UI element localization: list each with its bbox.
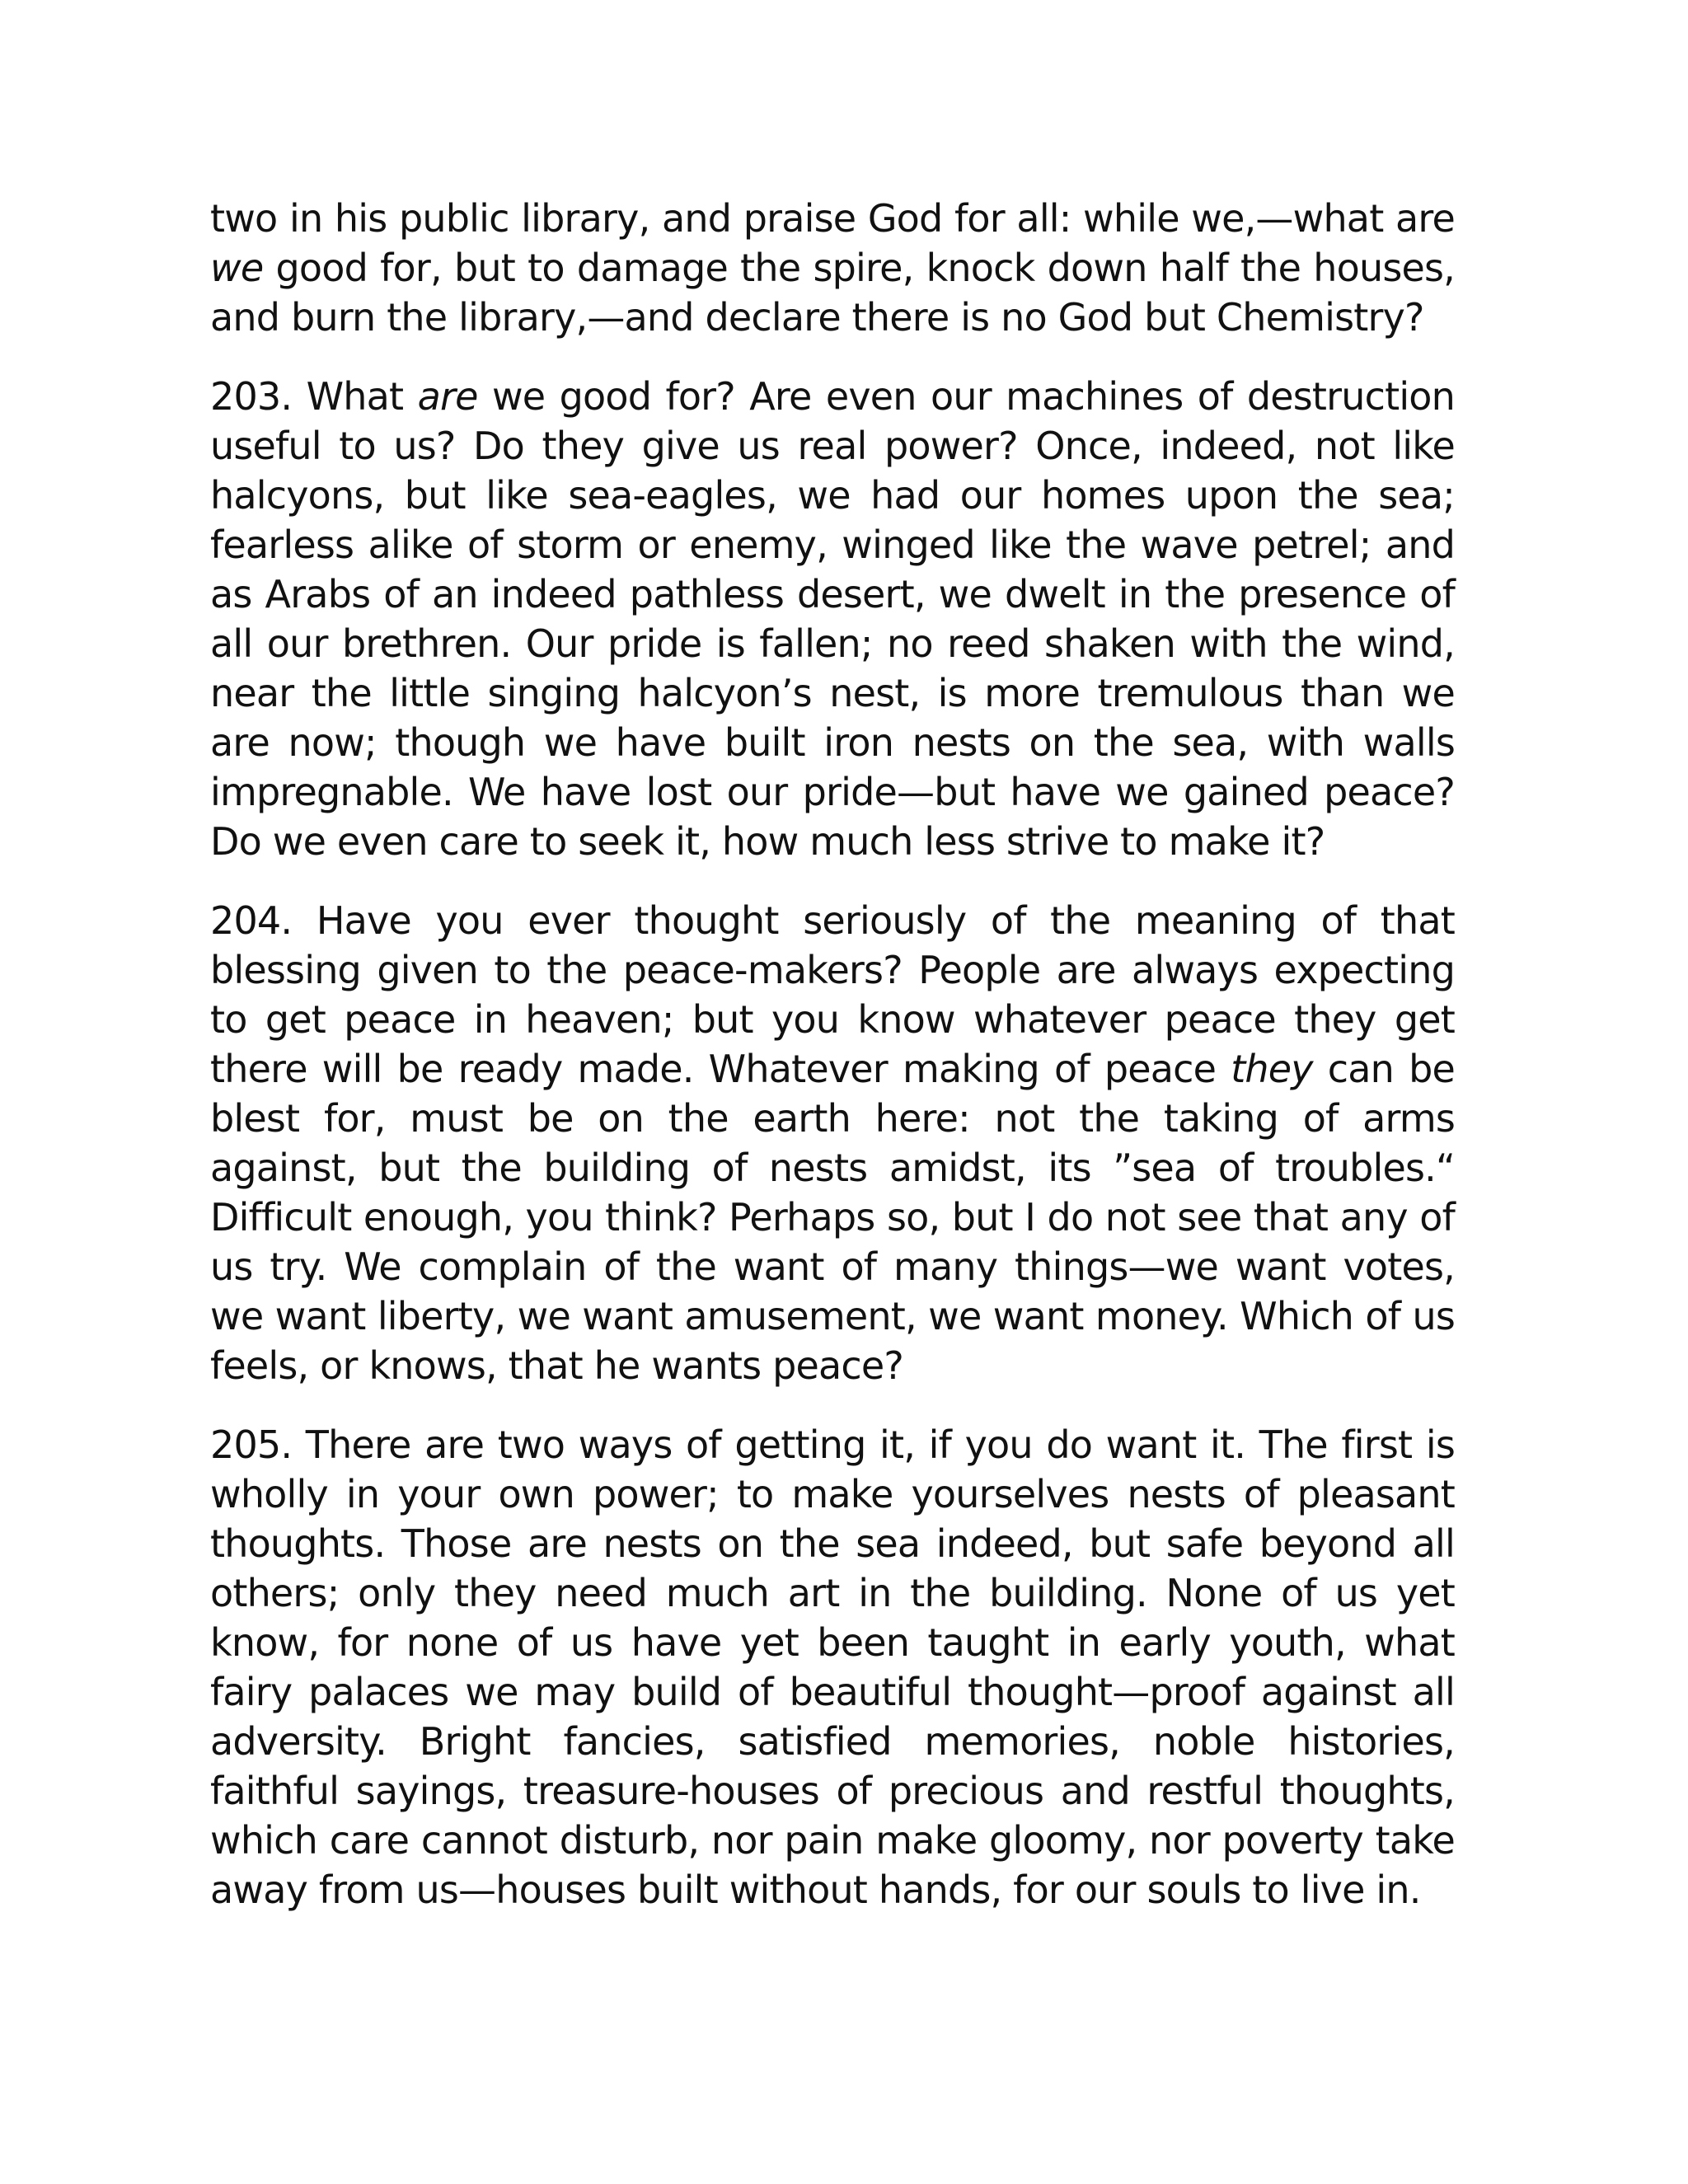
document-page xyxy=(210,194,1455,1944)
italic-text-run: are xyxy=(417,374,478,419)
text-run: we good for? Are even our machines of destruction useful to us? Do they give us real power? Once, indeed, not like halcyons, but like sea-eagles, we had our homes upon the sea; fearless alike of storm or enemy, winged like the wave petrel; and as Arabs of an indeed pathless desert, we dwelt in the presence of all our brethren. Our pride is fallen; no reed shaken with the wind, near the little singing halcyon’s nest, is more tremulous than we are now; though we have built iron nests on the sea, with walls impregnable. We have lost our pride—but have we gained peace? Do we even care to seek it, how much less strive to make it? xyxy=(210,374,1455,864)
text-run: can be blest for, must be on the earth here: not the taking of arms against, but the building of nests amidst, its ”sea of troubles.“ Difficult enough, you think? Perhaps so, but I do not see that any of us try. We complain of the want of many things—we want votes, we want liberty, we want amusement, we want money. Which of us feels, or knows, that he wants peace? xyxy=(210,1047,1455,1388)
text-run: two in his public library, and praise God for all: while we,—what are xyxy=(210,196,1455,241)
paragraph-204 xyxy=(210,896,1455,1390)
paragraph-205 xyxy=(210,1420,1455,1915)
paragraph-continuation xyxy=(210,194,1455,342)
paragraph-203 xyxy=(210,372,1455,866)
text-run: 204. Have you ever thought seriously of the meaning of that blessing given to the peace-makers? People are always expecting to get peace in heaven; but you know whatever peace they get there will be ready made. Whatever making of peace xyxy=(210,898,1455,1091)
text-run: 203. What xyxy=(210,374,418,419)
italic-text-run: we xyxy=(210,246,264,290)
text-run: 205. There are two ways of getting it, if you do want it. The first is wholly in your own power; to make yourselves nests of pleasant thoughts. Those are nests on the sea indeed, but safe beyond all others; only they need much art in the building. None of us yet know, for none of us have yet been taught in early youth, what fairy palaces we may build of beautiful thought—proof against all adversity. Bright fancies, satisfied memories, noble histories, faithful sayings, treasure-houses of precious and restful thoughts, which care cannot disturb, nor pain make gloomy, nor poverty take away from us—houses built without hands, for our souls to live in. xyxy=(210,1422,1455,1912)
italic-text-run: they xyxy=(1231,1047,1313,1091)
text-run: good for, but to damage the spire, knock down half the houses, and burn the library,—and declare there is no God but Chemistry? xyxy=(210,246,1455,340)
